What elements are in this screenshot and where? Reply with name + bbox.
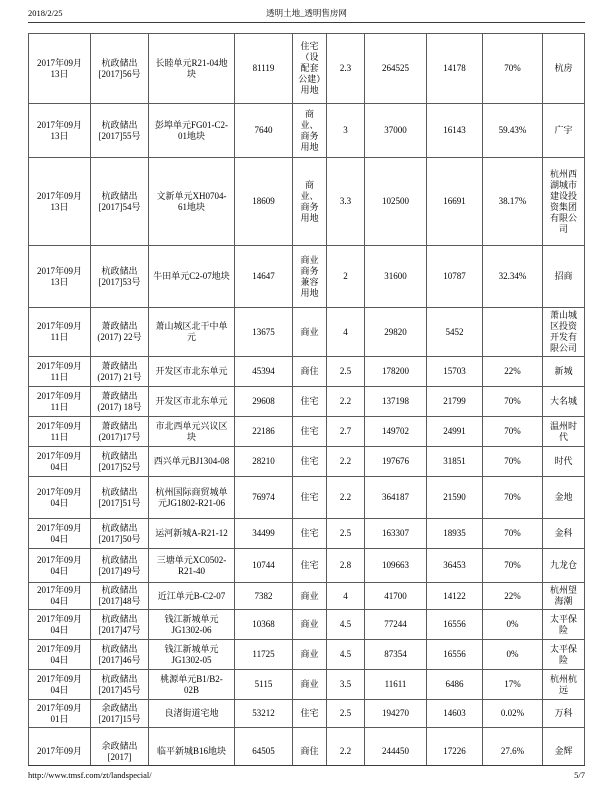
doc-number-cell: 杭政储出[2017]55号 <box>91 104 149 158</box>
table-row <box>29 447 585 477</box>
premium-rate-cell: 70% <box>483 34 543 104</box>
land-use-cell: 商住 <box>293 357 327 387</box>
date-cell: 2017年09月13日 <box>29 34 91 104</box>
land-use-cell: 商业 <box>293 670 327 700</box>
parcel-name-cell: 良渚街道宅地 <box>149 700 235 728</box>
area-cell: 7382 <box>235 583 293 610</box>
winner-cell: 金科 <box>543 519 585 549</box>
winner-cell: 杭州杭远 <box>543 670 585 700</box>
doc-number-cell: 杭政储出[2017]47号 <box>91 610 149 640</box>
doc-number-cell: 萧政储出(2017) 22号 <box>91 308 149 357</box>
premium-rate-cell: 70% <box>483 519 543 549</box>
table-row <box>29 477 585 519</box>
date-cell: 2017年09月11日 <box>29 417 91 447</box>
area-cell: 11725 <box>235 640 293 670</box>
doc-number-cell: 杭政储出[2017]46号 <box>91 640 149 670</box>
total-price-cell: 109663 <box>365 549 427 583</box>
floor-price-cell: 17226 <box>427 728 483 766</box>
plot-ratio-cell: 3.3 <box>327 158 365 246</box>
floor-price-cell: 21590 <box>427 477 483 519</box>
land-use-cell: 住宅 <box>293 387 327 417</box>
plot-ratio-cell: 4 <box>327 308 365 357</box>
parcel-name-cell: 牛田单元C2-07地块 <box>149 246 235 308</box>
plot-ratio-cell: 3.5 <box>327 670 365 700</box>
winner-cell: 杭州望海潮 <box>543 583 585 610</box>
page-number: 5/7 <box>574 770 585 780</box>
date-cell: 2017年09月01日 <box>29 700 91 728</box>
plot-ratio-cell: 4 <box>327 583 365 610</box>
date-cell: 2017年09月13日 <box>29 158 91 246</box>
date-cell: 2017年09月04日 <box>29 519 91 549</box>
parcel-name-cell: 钱江新城单元JG1302-05 <box>149 640 235 670</box>
plot-ratio-cell: 2.2 <box>327 477 365 519</box>
date-cell: 2017年09月 <box>29 728 91 766</box>
land-use-cell: 住宅 <box>293 549 327 583</box>
total-price-cell: 137198 <box>365 387 427 417</box>
land-use-cell: 商住 <box>293 728 327 766</box>
parcel-name-cell: 临平新城B16地块 <box>149 728 235 766</box>
table-row <box>29 104 585 158</box>
premium-rate-cell: 38.17% <box>483 158 543 246</box>
premium-rate-cell <box>483 308 543 357</box>
premium-rate-cell: 0.02% <box>483 700 543 728</box>
land-use-cell: 住宅 <box>293 700 327 728</box>
floor-price-cell: 6486 <box>427 670 483 700</box>
total-price-cell: 31600 <box>365 246 427 308</box>
total-price-cell: 41700 <box>365 583 427 610</box>
land-use-cell: 住宅 <box>293 447 327 477</box>
land-use-cell: 商业 <box>293 610 327 640</box>
land-table-body <box>29 34 585 766</box>
plot-ratio-cell: 2.5 <box>327 519 365 549</box>
winner-cell: 时代 <box>543 447 585 477</box>
land-use-cell: 住宅 <box>293 417 327 447</box>
plot-ratio-cell: 2.8 <box>327 549 365 583</box>
premium-rate-cell: 32.34% <box>483 246 543 308</box>
date-cell: 2017年09月04日 <box>29 583 91 610</box>
premium-rate-cell: 0% <box>483 610 543 640</box>
doc-number-cell: 杭政储出[2017]56号 <box>91 34 149 104</box>
parcel-name-cell: 彭埠单元FG01-C2-01地块 <box>149 104 235 158</box>
parcel-name-cell: 运河新城A-R21-12 <box>149 519 235 549</box>
doc-number-cell: 杭政储出[2017]45号 <box>91 670 149 700</box>
area-cell: 10368 <box>235 610 293 640</box>
land-use-cell: 住宅 <box>293 519 327 549</box>
table-row <box>29 640 585 670</box>
area-cell: 10744 <box>235 549 293 583</box>
doc-number-cell: 余政储出[2017]15号 <box>91 700 149 728</box>
parcel-name-cell: 文新单元XH0704-61地块 <box>149 158 235 246</box>
plot-ratio-cell: 4.5 <box>327 640 365 670</box>
winner-cell: 广宇 <box>543 104 585 158</box>
floor-price-cell: 14603 <box>427 700 483 728</box>
total-price-cell: 163307 <box>365 519 427 549</box>
plot-ratio-cell: 2.5 <box>327 357 365 387</box>
floor-price-cell: 16556 <box>427 640 483 670</box>
doc-number-cell: 萧政储出(2017) 21号 <box>91 357 149 387</box>
plot-ratio-cell: 3 <box>327 104 365 158</box>
floor-price-cell: 36453 <box>427 549 483 583</box>
total-price-cell: 37000 <box>365 104 427 158</box>
table-row <box>29 357 585 387</box>
floor-price-cell: 18935 <box>427 519 483 549</box>
plot-ratio-cell: 2.3 <box>327 34 365 104</box>
date-cell: 2017年09月04日 <box>29 447 91 477</box>
table-row <box>29 549 585 583</box>
land-use-cell: 商业、商务用地 <box>293 158 327 246</box>
print-header <box>28 8 585 23</box>
winner-cell: 新城 <box>543 357 585 387</box>
parcel-name-cell: 近江单元B-C2-07 <box>149 583 235 610</box>
plot-ratio-cell: 2.5 <box>327 700 365 728</box>
parcel-name-cell: 长睦单元R21-04地块 <box>149 34 235 104</box>
area-cell: 64505 <box>235 728 293 766</box>
land-use-cell: 商业商务兼容用地 <box>293 246 327 308</box>
floor-price-cell: 16691 <box>427 158 483 246</box>
floor-price-cell: 14178 <box>427 34 483 104</box>
doc-number-cell: 杭政储出[2017]54号 <box>91 158 149 246</box>
parcel-name-cell: 开发区市北东单元 <box>149 387 235 417</box>
area-cell: 76974 <box>235 477 293 519</box>
date-cell: 2017年09月04日 <box>29 549 91 583</box>
doc-number-cell: 萧政储出(2017)17号 <box>91 417 149 447</box>
date-cell: 2017年09月13日 <box>29 104 91 158</box>
premium-rate-cell: 70% <box>483 387 543 417</box>
table-row <box>29 34 585 104</box>
parcel-name-cell: 萧山城区北干中单元 <box>149 308 235 357</box>
land-use-cell: 商业 <box>293 640 327 670</box>
plot-ratio-cell: 2 <box>327 246 365 308</box>
document-title: 透明土地_透明售房网 <box>266 8 347 18</box>
total-price-cell: 77244 <box>365 610 427 640</box>
plot-ratio-cell: 2.2 <box>327 387 365 417</box>
doc-number-cell: 萧政储出(2017) 18号 <box>91 387 149 417</box>
table-row <box>29 700 585 728</box>
date-cell: 2017年09月11日 <box>29 387 91 417</box>
plot-ratio-cell: 2.2 <box>327 447 365 477</box>
premium-rate-cell: 0% <box>483 640 543 670</box>
parcel-name-cell: 三塘单元XC0502-R21-40 <box>149 549 235 583</box>
premium-rate-cell: 70% <box>483 417 543 447</box>
parcel-name-cell: 钱江新城单元JG1302-06 <box>149 610 235 640</box>
table-row <box>29 583 585 610</box>
doc-number-cell: 杭政储出[2017]50号 <box>91 519 149 549</box>
premium-rate-cell: 22% <box>483 583 543 610</box>
floor-price-cell: 10787 <box>427 246 483 308</box>
date-cell: 2017年09月11日 <box>29 357 91 387</box>
doc-number-cell: 杭政储出[2017]49号 <box>91 549 149 583</box>
doc-number-cell: 余政储出[2017] <box>91 728 149 766</box>
total-price-cell: 364187 <box>365 477 427 519</box>
premium-rate-cell: 22% <box>483 357 543 387</box>
area-cell: 5115 <box>235 670 293 700</box>
winner-cell: 金地 <box>543 477 585 519</box>
table-row <box>29 246 585 308</box>
winner-cell: 招商 <box>543 246 585 308</box>
total-price-cell: 87354 <box>365 640 427 670</box>
floor-price-cell: 21799 <box>427 387 483 417</box>
area-cell: 22186 <box>235 417 293 447</box>
table-row <box>29 670 585 700</box>
area-cell: 34499 <box>235 519 293 549</box>
premium-rate-cell: 17% <box>483 670 543 700</box>
floor-price-cell: 15703 <box>427 357 483 387</box>
floor-price-cell: 16143 <box>427 104 483 158</box>
table-row <box>29 728 585 766</box>
plot-ratio-cell: 2.2 <box>327 728 365 766</box>
doc-number-cell: 杭政储出[2017]53号 <box>91 246 149 308</box>
total-price-cell: 11611 <box>365 670 427 700</box>
total-price-cell: 102500 <box>365 158 427 246</box>
premium-rate-cell: 70% <box>483 549 543 583</box>
doc-number-cell: 杭政储出[2017]48号 <box>91 583 149 610</box>
date-cell: 2017年09月04日 <box>29 610 91 640</box>
winner-cell: 温州时代 <box>543 417 585 447</box>
premium-rate-cell: 70% <box>483 447 543 477</box>
total-price-cell: 194270 <box>365 700 427 728</box>
plot-ratio-cell: 2.7 <box>327 417 365 447</box>
area-cell: 29608 <box>235 387 293 417</box>
winner-cell: 杭州西湖城市建设投资集团有限公司 <box>543 158 585 246</box>
date-cell: 2017年09月11日 <box>29 308 91 357</box>
date-cell: 2017年09月13日 <box>29 246 91 308</box>
area-cell: 81119 <box>235 34 293 104</box>
table-row <box>29 308 585 357</box>
total-price-cell: 149702 <box>365 417 427 447</box>
area-cell: 53212 <box>235 700 293 728</box>
winner-cell: 金辉 <box>543 728 585 766</box>
land-use-cell: 住宅（设配套公建）用地 <box>293 34 327 104</box>
table-row <box>29 417 585 447</box>
winner-cell: 大名城 <box>543 387 585 417</box>
total-price-cell: 29820 <box>365 308 427 357</box>
parcel-name-cell: 杭州国际商贸城单元JG1802-R21-06 <box>149 477 235 519</box>
source-url: http://www.tmsf.com/zt/landspecial/ <box>28 770 152 780</box>
premium-rate-cell: 27.6% <box>483 728 543 766</box>
total-price-cell: 244450 <box>365 728 427 766</box>
winner-cell: 太平保险 <box>543 610 585 640</box>
floor-price-cell: 31851 <box>427 447 483 477</box>
print-date: 2018/2/25 <box>28 8 63 18</box>
area-cell: 14647 <box>235 246 293 308</box>
land-use-cell: 商业 <box>293 308 327 357</box>
doc-number-cell: 杭政储出[2017]51号 <box>91 477 149 519</box>
table-row <box>29 158 585 246</box>
winner-cell: 杭房 <box>543 34 585 104</box>
parcel-name-cell: 市北西单元兴议区块 <box>149 417 235 447</box>
table-row <box>29 519 585 549</box>
total-price-cell: 264525 <box>365 34 427 104</box>
date-cell: 2017年09月04日 <box>29 477 91 519</box>
total-price-cell: 178200 <box>365 357 427 387</box>
date-cell: 2017年09月04日 <box>29 670 91 700</box>
area-cell: 28210 <box>235 447 293 477</box>
floor-price-cell: 5452 <box>427 308 483 357</box>
winner-cell: 萧山城区投资开发有限公司 <box>543 308 585 357</box>
table-row <box>29 387 585 417</box>
land-table-wrap <box>28 33 585 765</box>
area-cell: 13675 <box>235 308 293 357</box>
floor-price-cell: 24991 <box>427 417 483 447</box>
parcel-name-cell: 桃源单元B1/B2-02B <box>149 670 235 700</box>
premium-rate-cell: 70% <box>483 477 543 519</box>
area-cell: 18609 <box>235 158 293 246</box>
floor-price-cell: 16556 <box>427 610 483 640</box>
area-cell: 45394 <box>235 357 293 387</box>
date-cell: 2017年09月04日 <box>29 640 91 670</box>
table-row <box>29 610 585 640</box>
parcel-name-cell: 西兴单元BJ1304-08 <box>149 447 235 477</box>
land-use-cell: 商业 <box>293 583 327 610</box>
winner-cell: 万科 <box>543 700 585 728</box>
land-table <box>28 33 585 765</box>
land-use-cell: 住宅 <box>293 477 327 519</box>
floor-price-cell: 14122 <box>427 583 483 610</box>
area-cell: 7640 <box>235 104 293 158</box>
plot-ratio-cell: 4.5 <box>327 610 365 640</box>
premium-rate-cell: 59.43% <box>483 104 543 158</box>
print-footer <box>28 765 585 780</box>
doc-number-cell: 杭政储出[2017]52号 <box>91 447 149 477</box>
winner-cell: 九龙仓 <box>543 549 585 583</box>
land-use-cell: 商业、商务用地 <box>293 104 327 158</box>
total-price-cell: 197676 <box>365 447 427 477</box>
parcel-name-cell: 开发区市北东单元 <box>149 357 235 387</box>
winner-cell: 太平保险 <box>543 640 585 670</box>
